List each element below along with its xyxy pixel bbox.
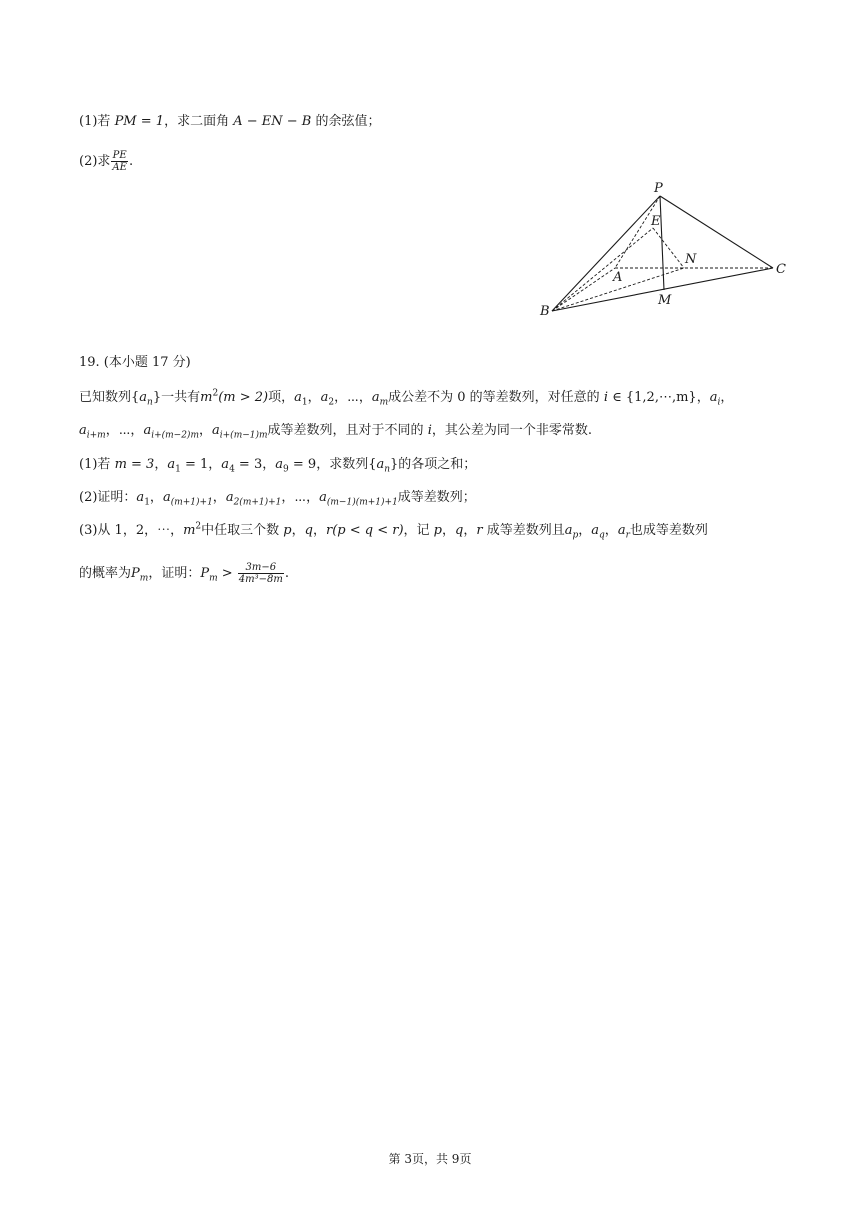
q19-line1	[79, 389, 733, 407]
math: r	[325, 523, 333, 538]
math	[143, 423, 199, 441]
var: a	[320, 390, 329, 405]
text: ，	[212, 490, 226, 505]
text: ，⋯，	[334, 390, 372, 405]
var: a	[167, 457, 176, 472]
math: q	[455, 523, 464, 538]
math	[564, 523, 579, 541]
math: r	[476, 523, 483, 538]
sub: q	[599, 530, 605, 541]
edge-PC	[660, 196, 773, 268]
math	[183, 523, 201, 538]
q18-part1-condition: PM = 1	[114, 114, 165, 129]
math: q	[304, 523, 313, 538]
text: = 9	[288, 457, 317, 472]
var: a	[709, 390, 718, 405]
q19-part1	[79, 456, 476, 474]
text: (2)证明：	[79, 490, 137, 505]
text: ，	[312, 523, 326, 538]
q18-fraction-denominator: AE	[112, 162, 127, 173]
text: ，⋯，	[281, 490, 320, 505]
text: ，	[198, 423, 212, 438]
var: (m > 2)	[218, 390, 269, 405]
edge-PA	[615, 196, 660, 268]
math	[200, 566, 218, 584]
label-P: P	[654, 181, 663, 196]
math	[139, 390, 153, 408]
text: ，	[291, 523, 305, 538]
math	[591, 523, 605, 541]
math	[376, 457, 391, 475]
text: >	[217, 566, 237, 581]
label-N: N	[685, 252, 697, 267]
sub: i+m	[86, 430, 106, 441]
q19-header	[79, 354, 191, 372]
pyramid-figure	[530, 176, 795, 321]
q18-part2	[79, 150, 133, 173]
text: 项，	[268, 390, 295, 405]
sub: 2(m+1)+1	[233, 497, 282, 508]
label-M: M	[658, 293, 672, 308]
sub: (m−1)(m+1)+1	[326, 497, 398, 508]
text: ，	[154, 457, 168, 472]
var: a	[294, 390, 302, 405]
var: a	[371, 390, 380, 405]
sub: (m+1)+1	[170, 497, 213, 508]
var: P	[200, 566, 210, 581]
text: ，	[463, 523, 477, 538]
q19-line2	[79, 422, 592, 440]
sub: 9	[283, 464, 289, 475]
text: ，	[720, 390, 734, 405]
text: ，	[604, 523, 618, 538]
q18-part1-prefix: (1)若	[79, 114, 115, 129]
sub: n	[147, 397, 153, 408]
label-C: C	[776, 262, 786, 277]
text: ，记	[403, 523, 434, 538]
q18-part1-suffix: 的余弦值；	[311, 114, 381, 129]
var: m	[183, 523, 196, 538]
sub: i	[717, 397, 721, 408]
text: (3)从 1，2，⋯，	[79, 523, 184, 538]
segment-PM	[660, 196, 664, 290]
var: m	[200, 390, 213, 405]
text: 已知数列{	[79, 390, 140, 405]
text: ，证明：	[148, 566, 201, 581]
var: a	[139, 390, 148, 405]
sub: r	[625, 530, 630, 541]
var: a	[162, 490, 171, 505]
var: a	[143, 423, 152, 438]
q18-part1	[79, 113, 380, 131]
math	[221, 457, 235, 475]
label-A: A	[613, 270, 623, 285]
math	[709, 390, 721, 408]
math	[275, 457, 289, 475]
text: 成公差不为 0 的等差数列，对任意的	[388, 390, 604, 405]
math	[212, 423, 268, 441]
text: ，	[262, 457, 276, 472]
var: a	[319, 490, 327, 505]
math	[79, 423, 106, 441]
page-footer	[0, 1150, 860, 1167]
text: ，其公差为同一个非零常数.	[431, 423, 592, 438]
text: 成等差数列；	[397, 490, 476, 505]
text: ，	[442, 523, 456, 538]
text: 成等差数列且	[482, 523, 565, 538]
var: a	[376, 457, 385, 472]
page-number: 第 3页，共 9页	[388, 1152, 472, 1166]
math	[162, 490, 213, 508]
var: a	[225, 490, 234, 505]
text: ，	[578, 523, 592, 538]
text: 也成等差数列	[629, 523, 708, 538]
text: = 3	[234, 457, 263, 472]
math: (p < q < r)	[332, 523, 404, 538]
sub: i+(m−2)m	[151, 430, 199, 441]
q19-part3-line2	[79, 562, 289, 585]
text: ∈ {1,2,⋯,m}	[607, 390, 697, 405]
q19-part3-line1	[79, 522, 708, 540]
label-E: E	[651, 214, 661, 229]
text: ，	[307, 390, 321, 405]
math	[319, 490, 398, 508]
text: 的概率为	[79, 566, 132, 581]
text: 成等差数列，且对于不同的	[267, 423, 428, 438]
math: p	[433, 523, 442, 538]
math: m = 3	[114, 457, 155, 472]
sup: 2	[195, 521, 202, 532]
q18-fraction-numerator: PE	[112, 150, 127, 161]
math	[371, 390, 389, 408]
text: 中任取三个数	[201, 523, 284, 538]
segment-EN	[653, 228, 684, 268]
sub: m	[139, 573, 149, 584]
text: .	[284, 566, 290, 581]
var: a	[591, 523, 600, 538]
var: a	[79, 423, 87, 438]
text: ，	[696, 390, 710, 405]
math	[167, 457, 181, 475]
math	[131, 566, 149, 584]
text: = 1	[180, 457, 209, 472]
q18-part2-suffix: .	[128, 154, 134, 169]
fraction-numerator: 3m−6	[238, 562, 284, 574]
segment-BE	[552, 228, 653, 311]
sub: p	[572, 530, 579, 541]
var: a	[617, 523, 626, 538]
math	[200, 390, 268, 405]
math	[136, 490, 150, 508]
sub: 2	[328, 397, 335, 408]
text: ，⋯，	[105, 423, 144, 438]
sup: 2	[212, 388, 219, 399]
text: ，	[149, 490, 163, 505]
math	[617, 523, 630, 541]
text: (1)若	[79, 457, 115, 472]
text: ，求数列{	[316, 457, 377, 472]
text: }一共有	[152, 390, 201, 405]
sub: 1	[301, 397, 308, 408]
q19-probability-fraction	[238, 562, 284, 585]
var: a	[212, 423, 220, 438]
q19-part2	[79, 489, 476, 507]
var: P	[131, 566, 140, 581]
sub: m	[379, 397, 389, 408]
q18-part1-angle: A − EN − B	[233, 114, 312, 129]
q19-header-text: 19. (本小题 17 分)	[79, 355, 191, 370]
var: a	[564, 523, 573, 538]
q18-part2-prefix: (2)求	[79, 154, 111, 169]
var: a	[221, 457, 230, 472]
sub: n	[384, 464, 391, 475]
sub: m	[209, 573, 218, 584]
var: a	[136, 490, 145, 505]
q18-part2-fraction	[111, 150, 128, 173]
sub: i+(m−1)m	[219, 430, 268, 441]
var: a	[275, 457, 284, 472]
text: ，	[208, 457, 222, 472]
text: }的各项之和；	[390, 457, 477, 472]
math	[294, 390, 308, 408]
math: i	[603, 390, 608, 405]
math	[320, 390, 335, 408]
sub: 1	[144, 497, 150, 508]
math: p	[283, 523, 292, 538]
sub: 1	[175, 464, 181, 475]
sub: 4	[229, 464, 235, 475]
fraction-denominator: 4m³−8m	[238, 574, 283, 585]
q18-part1-mid: ，求二面角	[164, 114, 234, 129]
label-B: B	[540, 304, 550, 319]
math: i	[427, 423, 432, 438]
math	[225, 490, 282, 508]
